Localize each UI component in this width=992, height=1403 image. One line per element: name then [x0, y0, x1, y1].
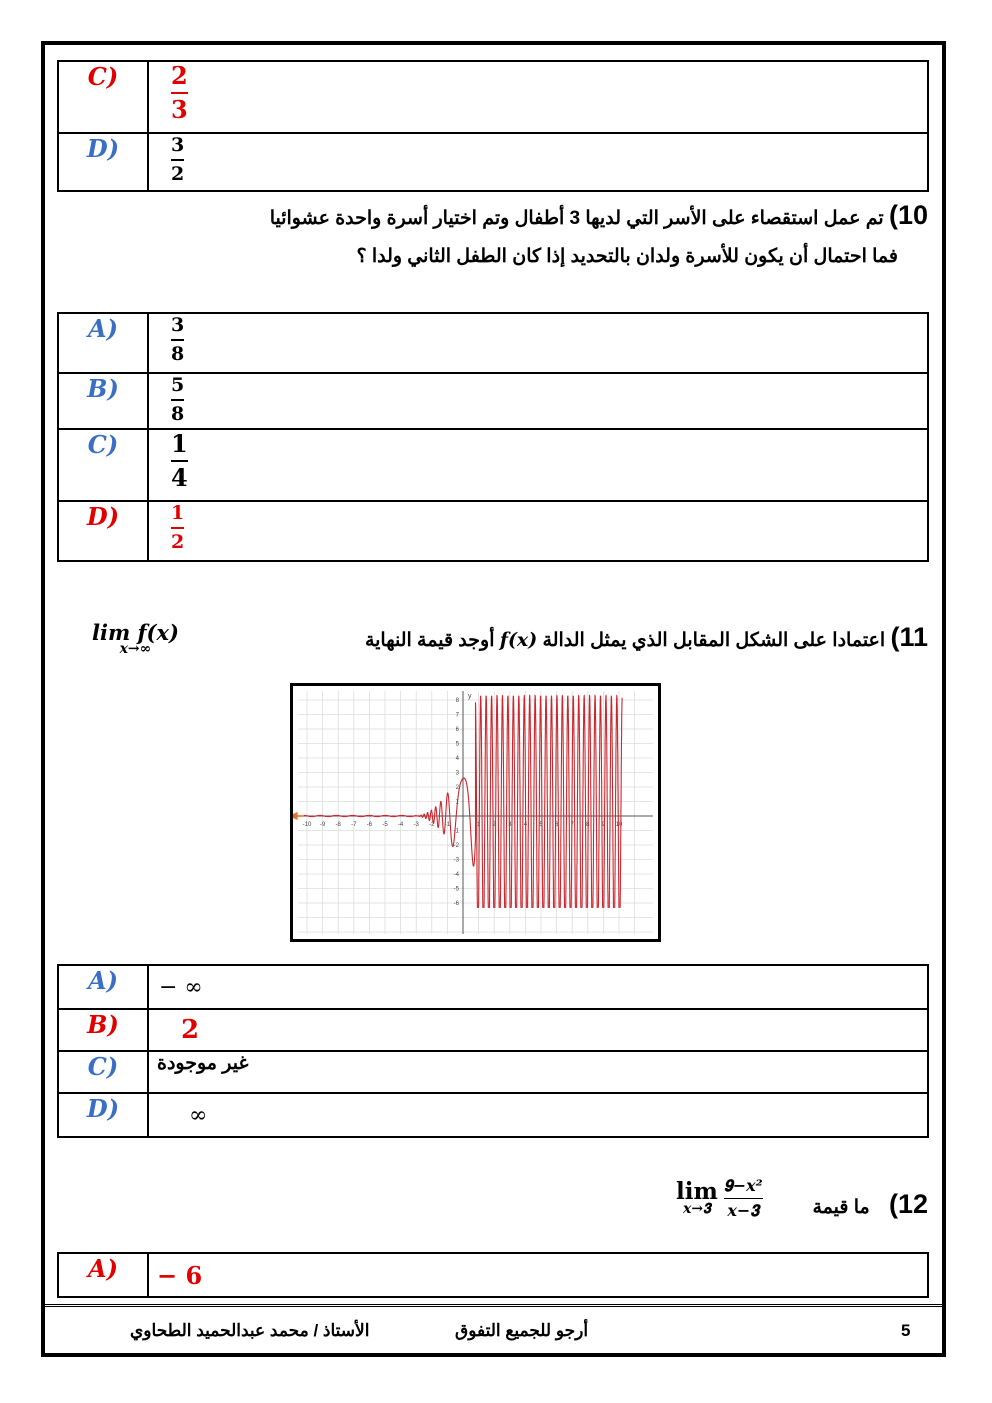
option-label: D)	[58, 133, 148, 191]
option-value: غير موجودة	[148, 1051, 928, 1093]
option-value: $\frac{3}{2}$	[148, 133, 928, 191]
option-label: C)	[58, 1051, 148, 1093]
y-tick-label: 3	[455, 770, 459, 777]
option-label: A)	[58, 965, 148, 1009]
footer-author: الأستاذ / محمد عبدالحميد الطحاوي	[130, 1321, 370, 1340]
y-tick-label: 4	[455, 756, 459, 762]
graph-svg	[293, 686, 658, 939]
limit-expression: 𝒍𝒊𝒎 𝒇(𝒙) 𝒙→∞	[92, 620, 179, 657]
x-tick-label: -1	[444, 822, 451, 828]
y-tick-label: -2	[453, 843, 459, 849]
page-number: 5	[901, 1321, 911, 1340]
x-tick-label: 7	[570, 822, 574, 828]
option-row[interactable]	[58, 61, 928, 133]
option-row[interactable]: B) $\frac{5}{8}$	[58, 373, 928, 429]
option-row[interactable]: D) $\frac{1}{2}$	[58, 501, 928, 561]
option-label: D)	[58, 1093, 148, 1137]
question-text: ما قيمة	[812, 1197, 870, 1218]
y-tick-label: 5	[455, 741, 459, 748]
y-tick-label: -4	[453, 872, 459, 878]
option-label: B)	[58, 1009, 148, 1051]
question-text-line1: تم عمل استقصاء على الأسر التي لديها 3 أطفال وتم اختيار أسرة واحدة عشوائيا	[269, 208, 884, 229]
option-row[interactable]	[58, 1051, 928, 1093]
option-label: A)	[58, 313, 148, 373]
left-arrow-icon	[293, 812, 298, 820]
option-row[interactable]	[58, 1009, 928, 1051]
y-tick-label: -6	[453, 901, 459, 907]
question-number: 11)	[890, 622, 928, 652]
y-tick-label: 1	[455, 799, 459, 806]
x-tick-label: -4	[397, 822, 404, 828]
x-tick-label: 9	[601, 822, 606, 828]
option-label: A)	[58, 1253, 148, 1297]
question-text: اعتمادا على الشكل المقابل الذي يمثل الدالة	[542, 630, 886, 651]
question-number: 10)	[888, 200, 928, 230]
y-tick-label: 7	[455, 712, 459, 719]
function-graph	[290, 683, 661, 942]
option-row[interactable]	[58, 133, 928, 191]
option-value: 2	[148, 1009, 928, 1051]
option-value: − 6	[148, 1253, 928, 1297]
q12-options-table	[57, 1252, 929, 1298]
x-tick-label: 1	[476, 822, 481, 828]
question-text-line2: فما احتمال أن يكون للأسرة ولدان بالتحديد إذا كان الطفل الثاني ولدا ؟	[356, 246, 898, 267]
option-label: C)	[58, 429, 148, 501]
option-value: ∞	[148, 1093, 928, 1137]
y-tick-label: 6	[455, 727, 459, 733]
x-tick-label: -10	[302, 822, 312, 828]
x-tick-label: 4	[523, 822, 528, 828]
y-tick-label: -1	[453, 828, 459, 835]
option-label: C)	[58, 61, 148, 133]
x-tick-label: -6	[366, 822, 373, 828]
x-tick-label: -3	[413, 822, 419, 828]
x-tick-label: 5	[539, 822, 543, 828]
x-tick-label: 2	[492, 822, 496, 828]
x-tick-label: -8	[335, 822, 341, 828]
y-axis-label: y	[468, 693, 472, 700]
option-label: B)	[58, 373, 148, 429]
x-tick-label: -5	[382, 822, 388, 828]
q11-options-table	[57, 964, 929, 1138]
x-tick-label: -9	[319, 822, 326, 828]
option-row[interactable]	[58, 1093, 928, 1137]
option-row[interactable]: A) $\frac{3}{8}$	[58, 313, 928, 373]
function-notation: 𝒇(𝒙)	[499, 629, 538, 651]
footer-message: أرجو للجميع التفوق	[455, 1321, 589, 1340]
option-label: D)	[58, 501, 148, 561]
q10-options-table	[57, 312, 929, 562]
y-tick-label: -3	[453, 857, 459, 864]
page-footer	[45, 1304, 943, 1355]
option-row[interactable]	[58, 1253, 928, 1297]
question-11	[68, 618, 928, 660]
question-12	[812, 1186, 928, 1226]
q9-options-table	[57, 60, 929, 192]
option-row[interactable]	[58, 965, 928, 1009]
y-tick-label: 2	[455, 785, 459, 791]
x-tick-label: 10	[615, 822, 623, 828]
y-tick-label: -5	[453, 886, 459, 893]
option-row[interactable]: C) $\frac{1}{4}$	[58, 429, 928, 501]
x-tick-label: -7	[351, 822, 357, 828]
limit-expression-12: lim 𝒙→𝟑 $\frac{\text{𝟗−𝒙²}}{\text{𝒙−𝟑}}$	[676, 1176, 763, 1220]
option-value: $\frac{2}{3}$	[148, 61, 928, 133]
x-tick-label: 8	[586, 822, 590, 828]
x-tick-label: 3	[508, 822, 512, 828]
question-number: 12)	[888, 1189, 928, 1219]
x-tick-label: 6	[554, 822, 559, 828]
x-tick-label: -2	[429, 822, 435, 828]
question-10	[68, 196, 928, 276]
y-tick-label: 8	[455, 698, 459, 704]
option-value: − ∞	[148, 965, 928, 1009]
question-text: أوجد قيمة النهاية	[364, 630, 495, 651]
